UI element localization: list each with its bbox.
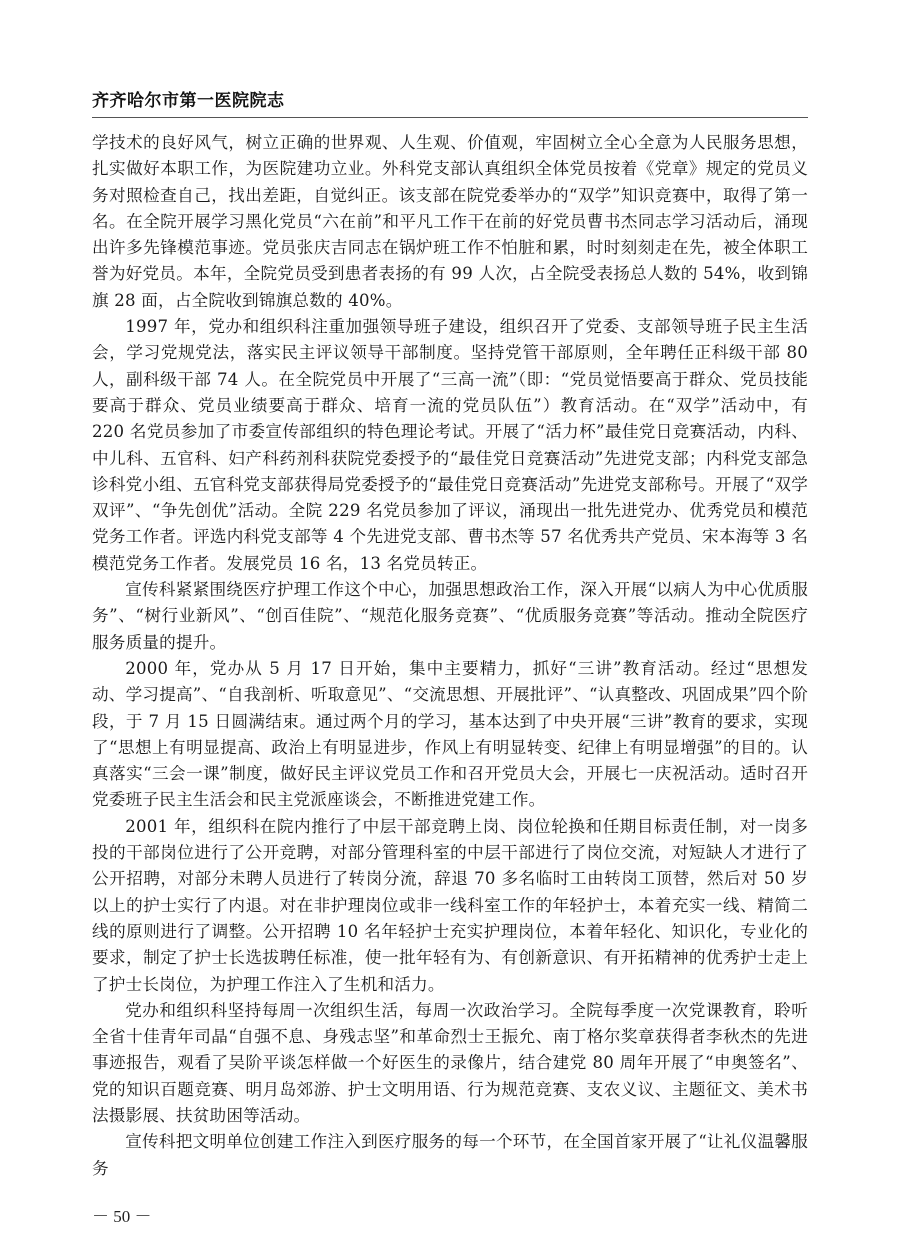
- header-rule: [92, 117, 808, 118]
- book-title: 齐齐哈尔市第一医院院志: [92, 91, 285, 111]
- page-number: － 50 －: [92, 1207, 152, 1226]
- paragraph: 宣传科把文明单位创建工作注入到医疗服务的每一个环节，在全国首家开展了“让礼仪温馨服务: [92, 1132, 808, 1178]
- paragraph: 2000 年，党办从 5 月 17 日开始，集中主要精力，抓好“三讲”教育活动。经过“思想发动、学习提高”、“自我剖析、听取意见”、“交流思想、开展批评”、“认真整改、巩固成果”四个阶段，于 7 月 15 日圆满结束。通过两个月的学习，基本达到了中央开展“三讲”教育的要求，实现了“思想上有明显提高、政治上有明显进步，作风上有明显转变、纪律上有明显增强”的目的。认真落实“三会一课”制度，做好民主评议党员工作和召开党员大会，开展七一庆祝活动。适时召开党委班子民主生活会和民主党派座谈会，不断推进党建工作。: [92, 658, 808, 810]
- page-header: [92, 88, 808, 120]
- paragraph: 学技术的良好风气，树立正确的世界观、人生观、价值观，牢固树立全心全意为人民服务思想，扎实做好本职工作，为医院建功立业。外科党支部认真组织全体党员按着《党章》规定的党员义务对照检查自己，找出差距，自觉纠正。该支部在院党委举办的“双学”知识竞赛中，取得了第一名。在全院开展学习黑化党员“六在前”和平凡工作干在前的好党员曹书杰同志学习活动后，涌现出许多先锋模范事迹。党员张庆吉同志在锅炉班工作不怕脏和累，时时刻刻走在先，被全体职工誉为好党员。本年，全院党员受到患者表扬的有 99 人次，占全院受表扬总人数的 54%，收到锦旗 28 面，占全院收到锦旗总数的 40%。: [92, 133, 808, 310]
- paragraph: 1997 年，党办和组织科注重加强领导班子建设，组织召开了党委、支部领导班子民主生活会，学习党规党法，落实民主评议领导干部制度。坚持党管干部原则，全年聘任正科级干部 80 人，副科级干部 74 人。在全院党员中开展了“三高一流”（即：“党员觉悟要高于群众、党员技能要高于群众、党员业绩要高于群众、培育一流的党员队伍”）教育活动。在“双学”活动中，有 220 名党员参加了市委宣传部组织的特色理论考试。开展了“活力杯”最佳党日竞赛活动，内科、中儿科、五官科、妇产科药剂科获院党委授予的“最佳党日竞赛活动”先进党支部；内科党支部急诊科党小组、五官科党支部获得局党委授予的“最佳党日竞赛活动”先进党支部称号。开展了“双学双评”、“争先创优”活动。全院 229 名党员参加了评议，涌现出一批先进党办、优秀党员和模范党务工作者。评选内科党支部等 4 个先进党支部、曹书杰等 57 名优秀共产党员、宋本海等 3 名模范党务工作者。发展党员 16 名，13 名党员转正。: [92, 317, 808, 573]
- paragraph: 宣传科紧紧围绕医疗护理工作这个中心，加强思想政治工作，深入开展“以病人为中心优质服务”、“树行业新风”、“创百佳院”、“规范化服务竞赛”、“优质服务竞赛”等活动。推动全院医疗服务质量的提升。: [92, 580, 808, 652]
- paragraph: 2001 年，组织科在院内推行了中层干部竞聘上岗、岗位轮换和任期目标责任制，对一岗多投的干部岗位进行了公开竞聘，对部分管理科室的中层干部进行了岗位交流，对短缺人才进行了公开招聘，对部分未聘人员进行了转岗分流，辞退 70 多名临时工由转岗工顶替，然后对 50 岁以上的护士实行了内退。对在非护理岗位或非一线科室工作的年轻护士，本着充实一线、精简二线的原则进行了调整。公开招聘 10 名年轻护士充实护理岗位，本着年轻化、知识化，专业化的要求，制定了护士长选拔聘任标准，使一批年轻有为、有创新意识、有开拓精神的优秀护士走上了护士长岗位，为护理工作注入了生机和活力。: [92, 816, 808, 994]
- paragraph: 党办和组织科坚持每周一次组织生活，每周一次政治学习。全院每季度一次党课教育，聆听全省十佳青年司晶“自强不息、身残志坚”和革命烈士王振允、南丁格尔奖章获得者李秋杰的先进事迹报告，观看了吴阶平谈怎样做一个好医生的录像片，结合建党 80 周年开展了“申奥签名”、党的知识百题竞赛、明月岛郊游、护士文明用语、行为规范竞赛、支农义议、主题征文、美术书法摄影展、扶贫助困等活动。: [92, 1000, 808, 1125]
- body-text: [92, 130, 808, 1182]
